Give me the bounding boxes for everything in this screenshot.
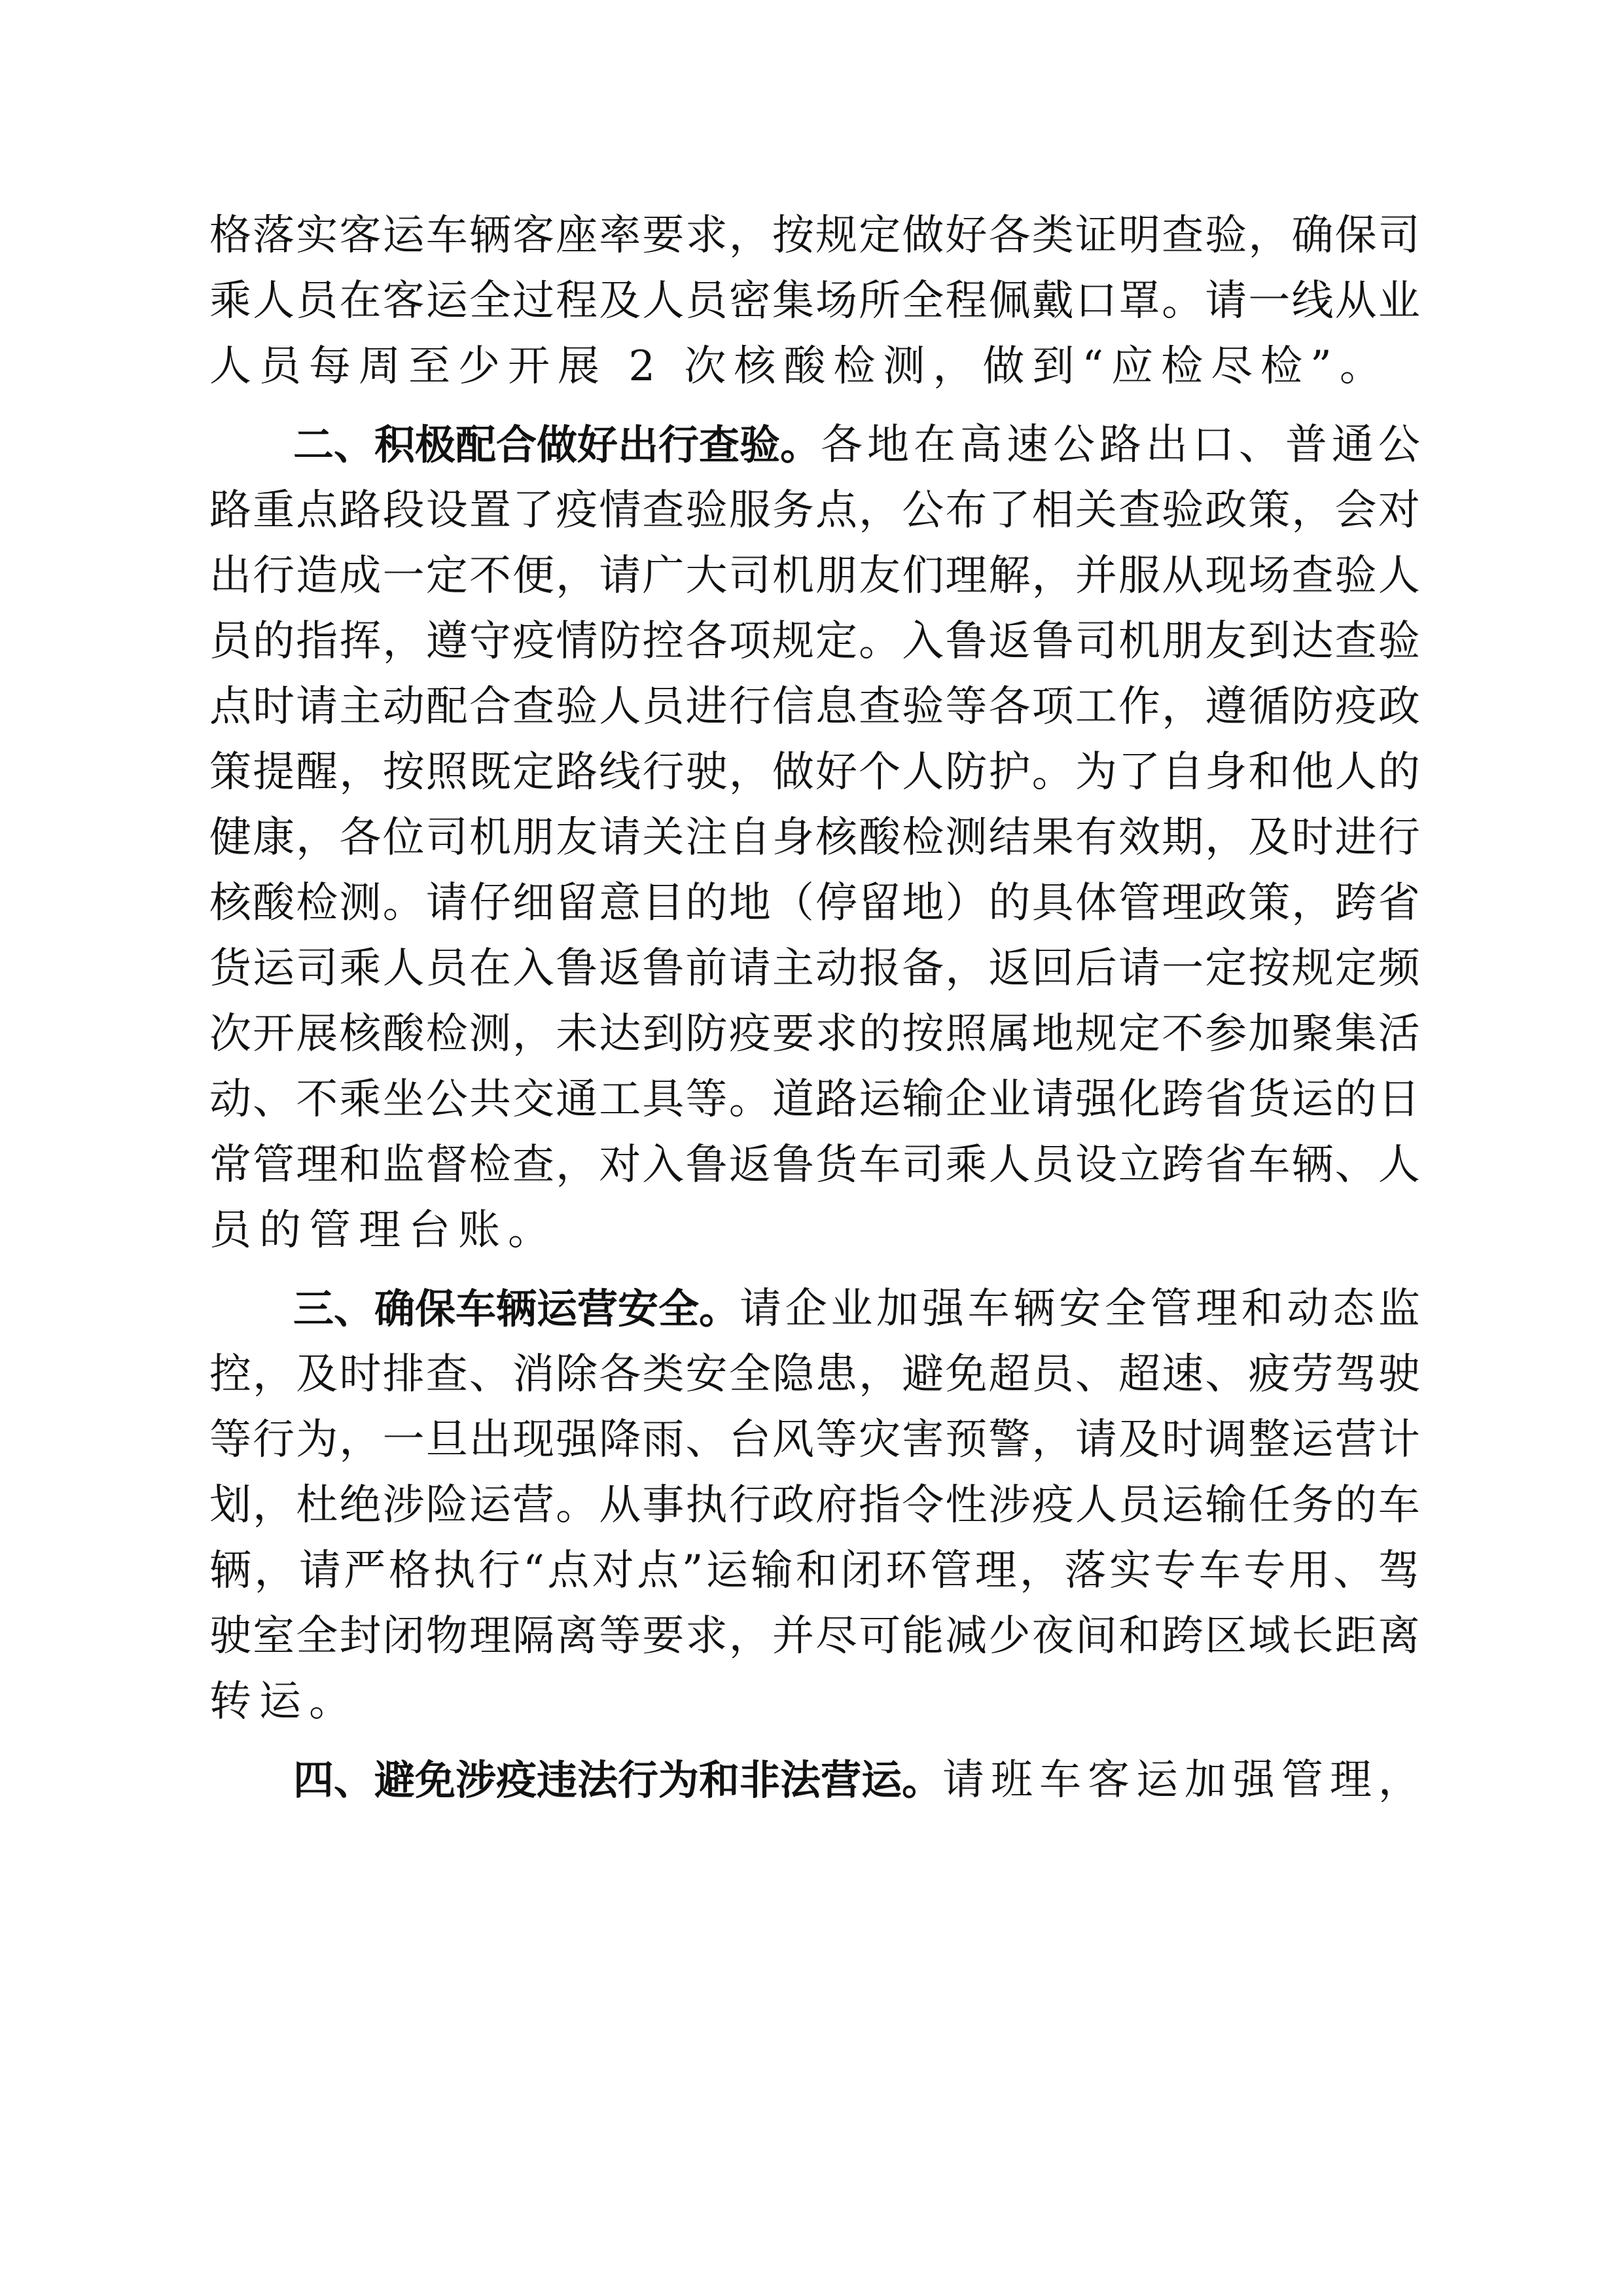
- line-text: 请 企 业 加 强 车 辆 安 全 管 理 和 动 态 监: [740, 1285, 1420, 1333]
- line-text: 健 康 ， 各 位 司 机 朋 友 请 关 注 自 身 核 酸 检 测 结 果 有 效 期 ， 及 时 进 行: [209, 814, 1420, 862]
- text-line: [209, 870, 1420, 936]
- line-text: 划 ， 杜 绝 涉 险 运 营 。 从 事 执 行 政 府 指 令 性 涉 疫 人 员 运 输 任 务 的 车: [209, 1481, 1420, 1530]
- text-line: [293, 412, 1420, 478]
- text-line: [209, 268, 1420, 334]
- text-line: [209, 1001, 1420, 1067]
- text-line: [209, 1407, 1420, 1473]
- line-text: 请 班 车 客 运 加 强 管 理 ，: [942, 1756, 1420, 1804]
- line-text: 控 ， 及 时 排 查 、 消 除 各 类 安 全 隐 患 ， 避 免 超 员 、 超 速 、 疲 劳 驾 驶: [209, 1350, 1420, 1399]
- line-text: 人员每周至少开展 2 次核酸检测，做到“应检尽检”。: [209, 342, 1389, 391]
- line-text: 次 开 展 核 酸 检 测 ， 未 达 到 防 疫 要 求 的 按 照 属 地 规 定 不 参 加 聚 集 活: [209, 1010, 1420, 1058]
- text-line: [209, 674, 1420, 740]
- text-line: [209, 1604, 1420, 1669]
- section-heading: 二、积极配合做好出行查验。: [293, 421, 821, 469]
- text-line: [209, 805, 1420, 870]
- line-text: 策 提 醒 ， 按 照 既 定 路 线 行 驶 ， 做 好 个 人 防 护 。 为 了 自 身 和 他 人 的: [209, 748, 1420, 797]
- line-text: 常 管 理 和 监 督 检 查 ， 对 入 鲁 返 鲁 货 车 司 乘 人 员 设 立 跨 省 车 辆 、 人: [209, 1141, 1420, 1189]
- text-line: [209, 334, 1389, 399]
- text-line: [209, 740, 1420, 805]
- line-text: 核 酸 检 测 。 请 仔 细 留 意 目 的 地 （ 停 留 地 ） 的 具 体 管 理 政 策 ， 跨 省: [209, 879, 1420, 927]
- line-text: 员的管理台账。: [209, 1206, 558, 1255]
- section-heading: 四、避免涉疫违法行为和非法营运。: [293, 1756, 943, 1804]
- line-text: 路 重 点 路 段 设 置 了 疫 情 查 验 服 务 点 ， 公 布 了 相 关 查 验 政 策 ， 会 对: [209, 486, 1420, 535]
- text-line: [209, 478, 1420, 543]
- line-text: 辆 ， 请 严 格 执 行 “ 点 对 点 ” 运 输 和 闭 环 管 理 ， 落 实 专 车 专 用 、 驾: [209, 1547, 1420, 1595]
- line-text: 货 运 司 乘 人 员 在 入 鲁 返 鲁 前 请 主 动 报 备 ， 返 回 后 请 一 定 按 规 定 频: [209, 944, 1420, 993]
- text-line: [209, 609, 1420, 674]
- text-line: [209, 1538, 1420, 1604]
- line-text: 格 落 实 客 运 车 辆 客 座 率 要 求 ， 按 规 定 做 好 各 类 证 明 查 验 ， 确 保 司: [209, 211, 1420, 260]
- text-line: [209, 543, 1420, 609]
- text-line: [209, 1342, 1420, 1407]
- text-line: [209, 1473, 1420, 1538]
- text-line: [209, 203, 1420, 268]
- line-text: 员 的 指 挥 ， 遵 守 疫 情 防 控 各 项 规 定 。 入 鲁 返 鲁 司 机 朋 友 到 达 查 验: [209, 617, 1420, 666]
- text-line: [209, 1198, 558, 1263]
- section-heading: 三、确保车辆运营安全。: [293, 1285, 740, 1333]
- line-text: 动 、 不 乘 坐 公 共 交 通 工 具 等 。 道 路 运 输 企 业 请 强 化 跨 省 货 运 的 日: [209, 1075, 1420, 1124]
- text-line: [209, 1669, 359, 1734]
- text-line: [209, 1132, 1420, 1198]
- line-text: 转运。: [209, 1677, 359, 1726]
- line-text: 出 行 造 成 一 定 不 便 ， 请 广 大 司 机 朋 友 们 理 解 ， 并 服 从 现 场 查 验 人: [209, 552, 1420, 600]
- text-line: [209, 1067, 1420, 1132]
- line-text: 各 地 在 高 速 公 路 出 口 、 普 通 公: [821, 421, 1420, 469]
- line-text: 点 时 请 主 动 配 合 查 验 人 员 进 行 信 息 查 验 等 各 项 工 作 ， 遵 循 防 疫 政: [209, 683, 1420, 731]
- line-text: 驶 室 全 封 闭 物 理 隔 离 等 要 求 ， 并 尽 可 能 减 少 夜 间 和 跨 区 域 长 距 离: [209, 1612, 1420, 1660]
- line-text: 乘 人 员 在 客 运 全 过 程 及 人 员 密 集 场 所 全 程 佩 戴 口 罩 。 请 一 线 从 业: [209, 277, 1420, 325]
- text-line: [293, 1276, 1420, 1342]
- line-text: 等 行 为 ， 一 旦 出 现 强 降 雨 、 台 风 等 灾 害 预 警 ， 请 及 时 调 整 运 营 计: [209, 1416, 1420, 1464]
- text-line: [209, 936, 1420, 1001]
- text-line: [293, 1748, 1420, 1813]
